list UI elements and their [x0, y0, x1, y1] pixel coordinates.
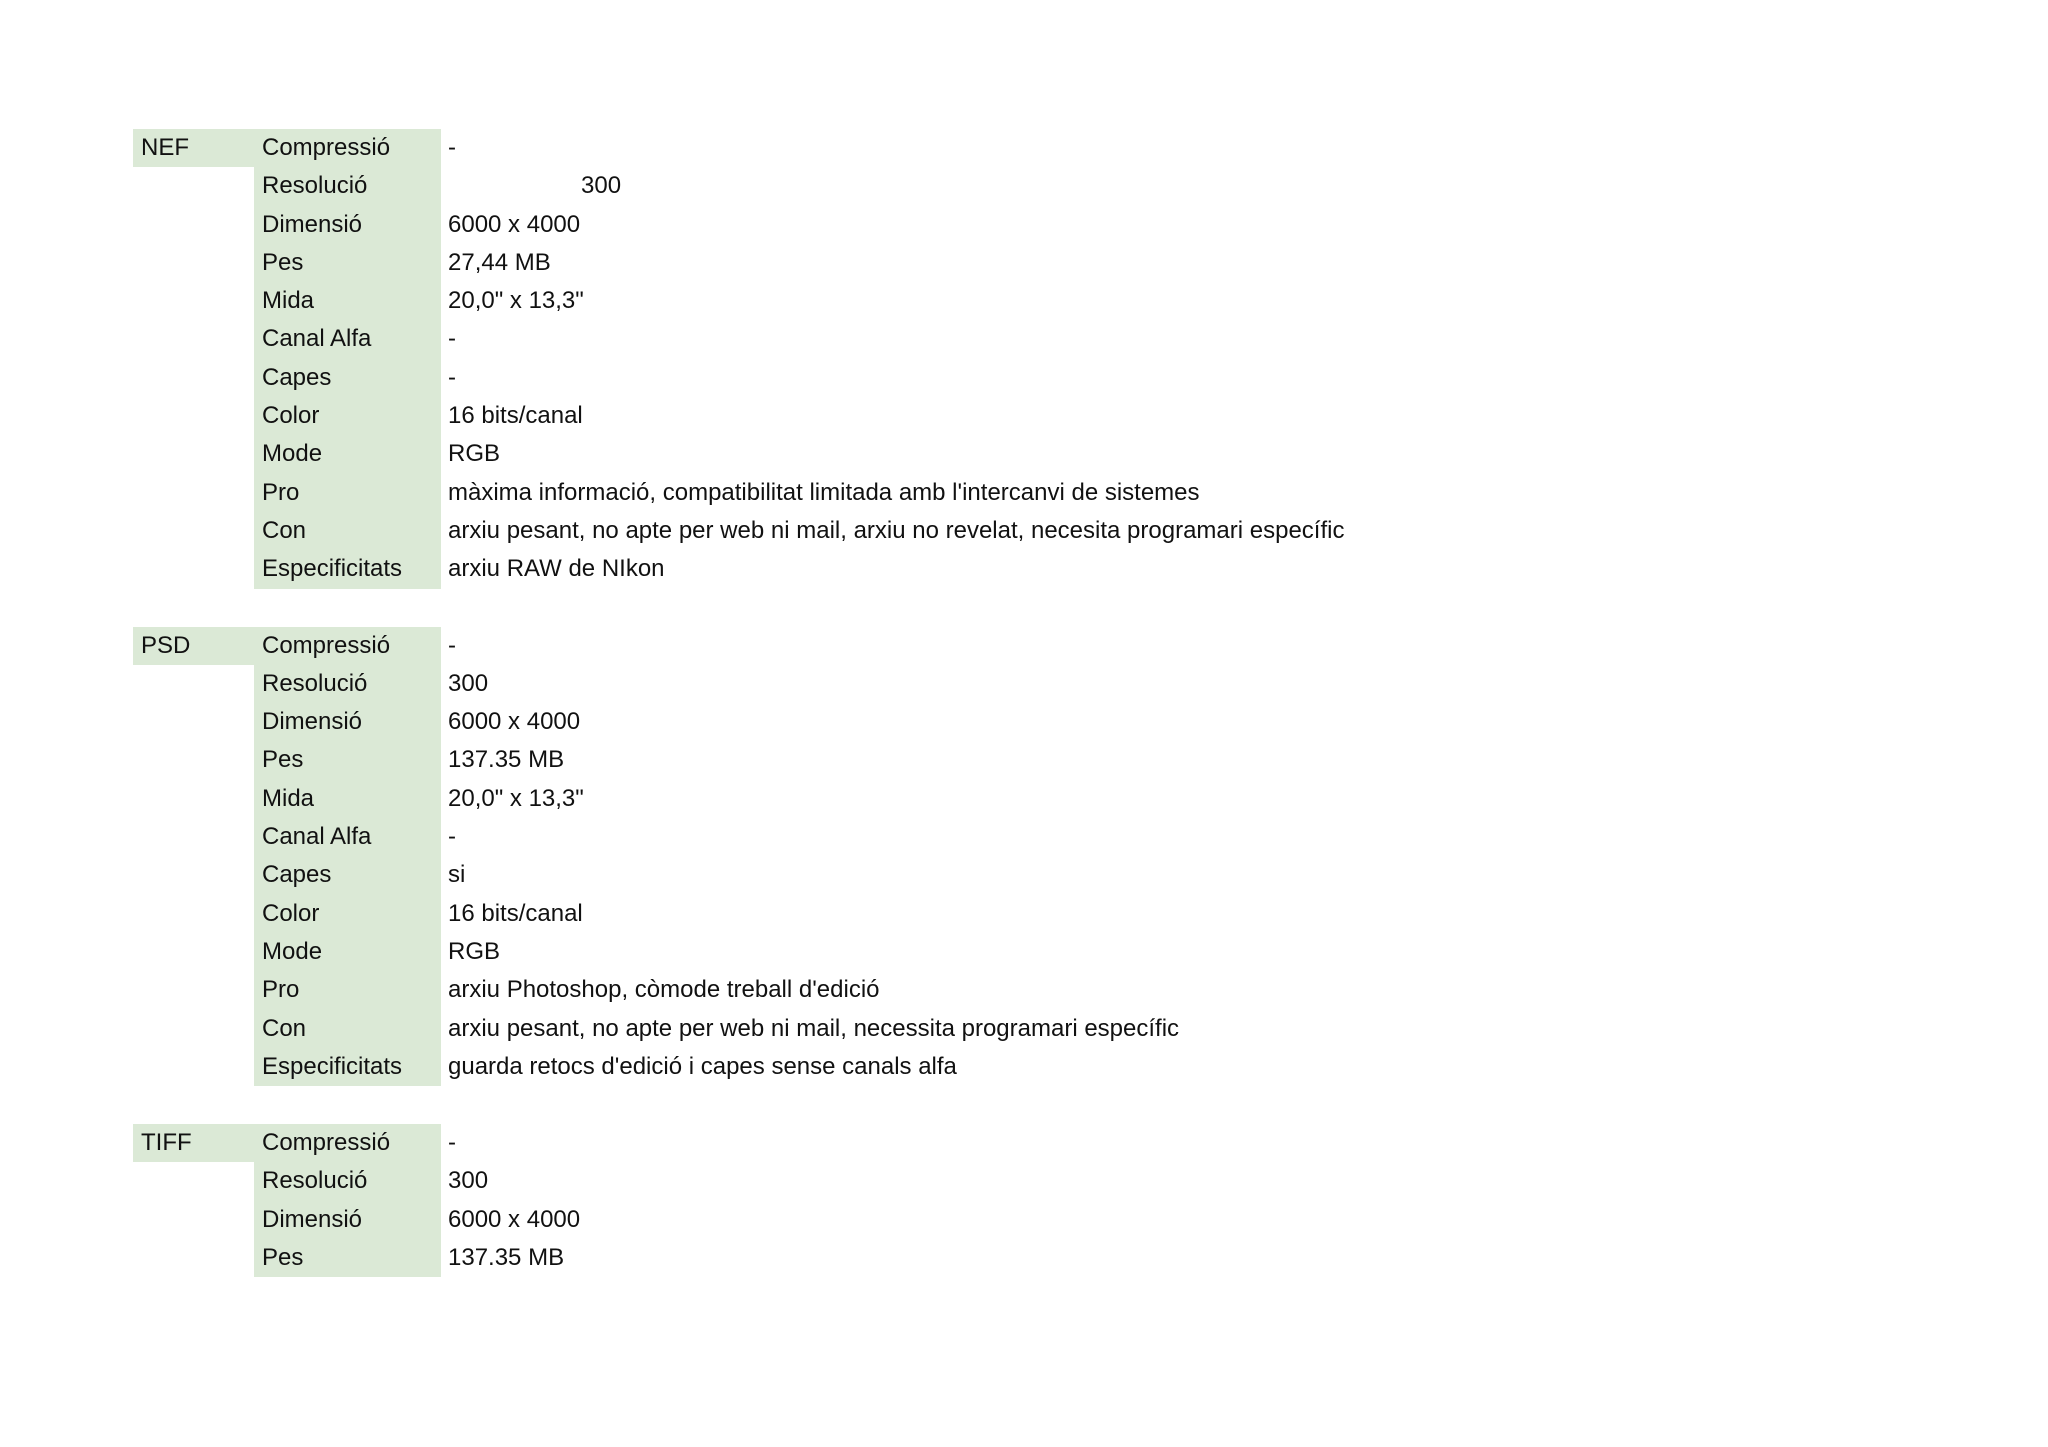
property-value-cell[interactable]: 16 bits/canal: [448, 402, 583, 430]
property-value-cell[interactable]: -: [448, 134, 456, 161]
property-label-cell[interactable]: Pes: [254, 1239, 441, 1277]
property-label-cell[interactable]: Capes: [254, 856, 441, 894]
property-label-cell[interactable]: Pes: [254, 244, 441, 282]
property-value-cell[interactable]: si: [448, 861, 466, 889]
property-value-cell[interactable]: 27,44 MB: [448, 248, 551, 276]
property-label-cell[interactable]: Color: [254, 397, 441, 435]
property-label-cell[interactable]: Resolució: [254, 167, 441, 205]
empty-cell[interactable]: [133, 665, 254, 703]
empty-cell[interactable]: [133, 856, 254, 894]
table-row: [133, 320, 1344, 358]
table-row: [133, 818, 1344, 856]
property-value-cell[interactable]: 6000 x 4000: [448, 1205, 581, 1233]
property-value-cell[interactable]: 137.35 MB: [448, 1244, 565, 1272]
table-row: [133, 971, 1344, 1009]
empty-cell[interactable]: [133, 1201, 254, 1239]
property-value-cell[interactable]: 6000 x 4000: [448, 708, 581, 736]
property-label-cell[interactable]: Compressió: [254, 1124, 441, 1162]
table-row: [133, 627, 1344, 665]
format-name-cell[interactable]: PSD: [133, 627, 254, 665]
property-label-cell[interactable]: Pro: [254, 971, 441, 1009]
table-row: [133, 1201, 1344, 1239]
empty-cell[interactable]: [133, 971, 254, 1009]
property-label-cell[interactable]: Capes: [254, 359, 441, 397]
property-label-cell[interactable]: Canal Alfa: [254, 320, 441, 358]
property-value-cell[interactable]: arxiu RAW de NIkon: [448, 555, 665, 583]
table-row: [133, 282, 1344, 320]
table-row: [133, 359, 1344, 397]
property-value-cell[interactable]: -: [448, 1129, 456, 1157]
format-name-cell[interactable]: NEF: [133, 129, 254, 167]
property-value-cell[interactable]: guarda retocs d'edició i capes sense canals alfa: [448, 1052, 957, 1080]
property-value-cell[interactable]: 300: [448, 1167, 489, 1195]
empty-cell[interactable]: [133, 320, 254, 358]
empty-cell[interactable]: [133, 933, 254, 971]
empty-cell[interactable]: [133, 741, 254, 779]
table-row: [133, 474, 1344, 512]
table-row: [133, 1162, 1344, 1200]
table-row: [133, 856, 1344, 894]
empty-cell[interactable]: [133, 1010, 254, 1048]
property-label-cell[interactable]: Color: [254, 895, 441, 933]
table-row: [133, 1239, 1344, 1277]
empty-cell[interactable]: [133, 550, 254, 588]
property-value-cell[interactable]: 6000 x 4000: [448, 210, 581, 238]
empty-cell[interactable]: [133, 167, 254, 205]
property-label-cell[interactable]: Con: [254, 1010, 441, 1048]
property-value-cell[interactable]: arxiu Photoshop, còmode treball d'edició: [448, 976, 880, 1004]
empty-cell[interactable]: [133, 512, 254, 550]
property-value-cell[interactable]: -: [448, 363, 456, 391]
format-name-cell[interactable]: TIFF: [133, 1124, 254, 1162]
empty-cell[interactable]: [133, 435, 254, 473]
property-value-cell[interactable]: RGB: [448, 440, 501, 468]
property-label-cell[interactable]: Mode: [254, 933, 441, 971]
property-value-cell[interactable]: 137.35 MB: [448, 746, 565, 774]
property-value-cell[interactable]: 20,0" x 13,3": [448, 784, 584, 812]
table-row: [133, 167, 1344, 205]
empty-cell[interactable]: [133, 895, 254, 933]
empty-cell[interactable]: [133, 1239, 254, 1277]
property-label-cell[interactable]: Compressió: [254, 627, 441, 665]
table-row: [133, 512, 1344, 550]
property-label-cell[interactable]: Pes: [254, 741, 441, 779]
property-value-cell[interactable]: -: [448, 325, 456, 353]
property-label-cell[interactable]: Resolució: [254, 665, 441, 703]
property-label-cell[interactable]: Mida: [254, 780, 441, 818]
empty-cell[interactable]: [133, 206, 254, 244]
table-row: [133, 244, 1344, 282]
table-row: [133, 665, 1344, 703]
property-value-cell[interactable]: 20,0" x 13,3": [448, 287, 584, 315]
table-row: [133, 397, 1344, 435]
table-row: [133, 703, 1344, 741]
table-row: [133, 895, 1344, 933]
empty-cell[interactable]: [133, 397, 254, 435]
property-value-cell[interactable]: 300: [448, 669, 489, 697]
format-block-psd: [133, 627, 1344, 1087]
property-value-cell[interactable]: arxiu pesant, no apte per web ni mail, arxiu no revelat, necesita programari específic: [448, 516, 1345, 544]
property-value-cell[interactable]: -: [448, 631, 456, 659]
table-row: [133, 1048, 1344, 1086]
property-value-cell[interactable]: RGB: [448, 937, 501, 965]
property-label-cell[interactable]: Especificitats: [254, 550, 441, 588]
empty-cell[interactable]: [133, 474, 254, 512]
property-value-cell[interactable]: 300: [581, 172, 622, 200]
table-row: [133, 1010, 1344, 1048]
empty-cell[interactable]: [133, 818, 254, 856]
empty-cell[interactable]: [133, 359, 254, 397]
empty-cell[interactable]: [133, 703, 254, 741]
property-value-cell[interactable]: arxiu pesant, no apte per web ni mail, necessita programari específic: [448, 1014, 1180, 1042]
property-label-cell[interactable]: Compressió: [254, 129, 441, 167]
table-row: [133, 435, 1344, 473]
property-label-cell[interactable]: Especificitats: [254, 1048, 441, 1086]
table-row: [133, 741, 1344, 779]
table-row: [133, 206, 1344, 244]
table-row: [133, 129, 1344, 167]
empty-cell[interactable]: [133, 1162, 254, 1200]
property-label-cell[interactable]: Dimensió: [254, 1201, 441, 1239]
property-value-cell[interactable]: 16 bits/canal: [448, 899, 583, 927]
property-value-cell[interactable]: màxima informació, compatibilitat limitada amb l'intercanvi de sistemes: [448, 478, 1200, 506]
table-row: [133, 550, 1344, 588]
property-label-cell[interactable]: Dimensió: [254, 206, 441, 244]
table-row: [133, 780, 1344, 818]
empty-cell[interactable]: [133, 244, 254, 282]
property-label-cell[interactable]: Canal Alfa: [254, 818, 441, 856]
table-row: [133, 1124, 1344, 1162]
format-block-tiff: [133, 1124, 1344, 1277]
empty-cell[interactable]: [133, 282, 254, 320]
format-block-nef: [133, 129, 1344, 589]
property-label-cell[interactable]: Mode: [254, 435, 441, 473]
table-row: [133, 933, 1344, 971]
empty-cell[interactable]: [133, 1048, 254, 1086]
property-label-cell[interactable]: Con: [254, 512, 441, 550]
property-label-cell[interactable]: Mida: [254, 282, 441, 320]
property-label-cell[interactable]: Resolució: [254, 1162, 441, 1200]
format-comparison-sheet: [133, 129, 1344, 1277]
empty-cell[interactable]: [133, 780, 254, 818]
property-value-cell[interactable]: -: [448, 823, 456, 851]
property-label-cell[interactable]: Dimensió: [254, 703, 441, 741]
property-label-cell[interactable]: Pro: [254, 474, 441, 512]
